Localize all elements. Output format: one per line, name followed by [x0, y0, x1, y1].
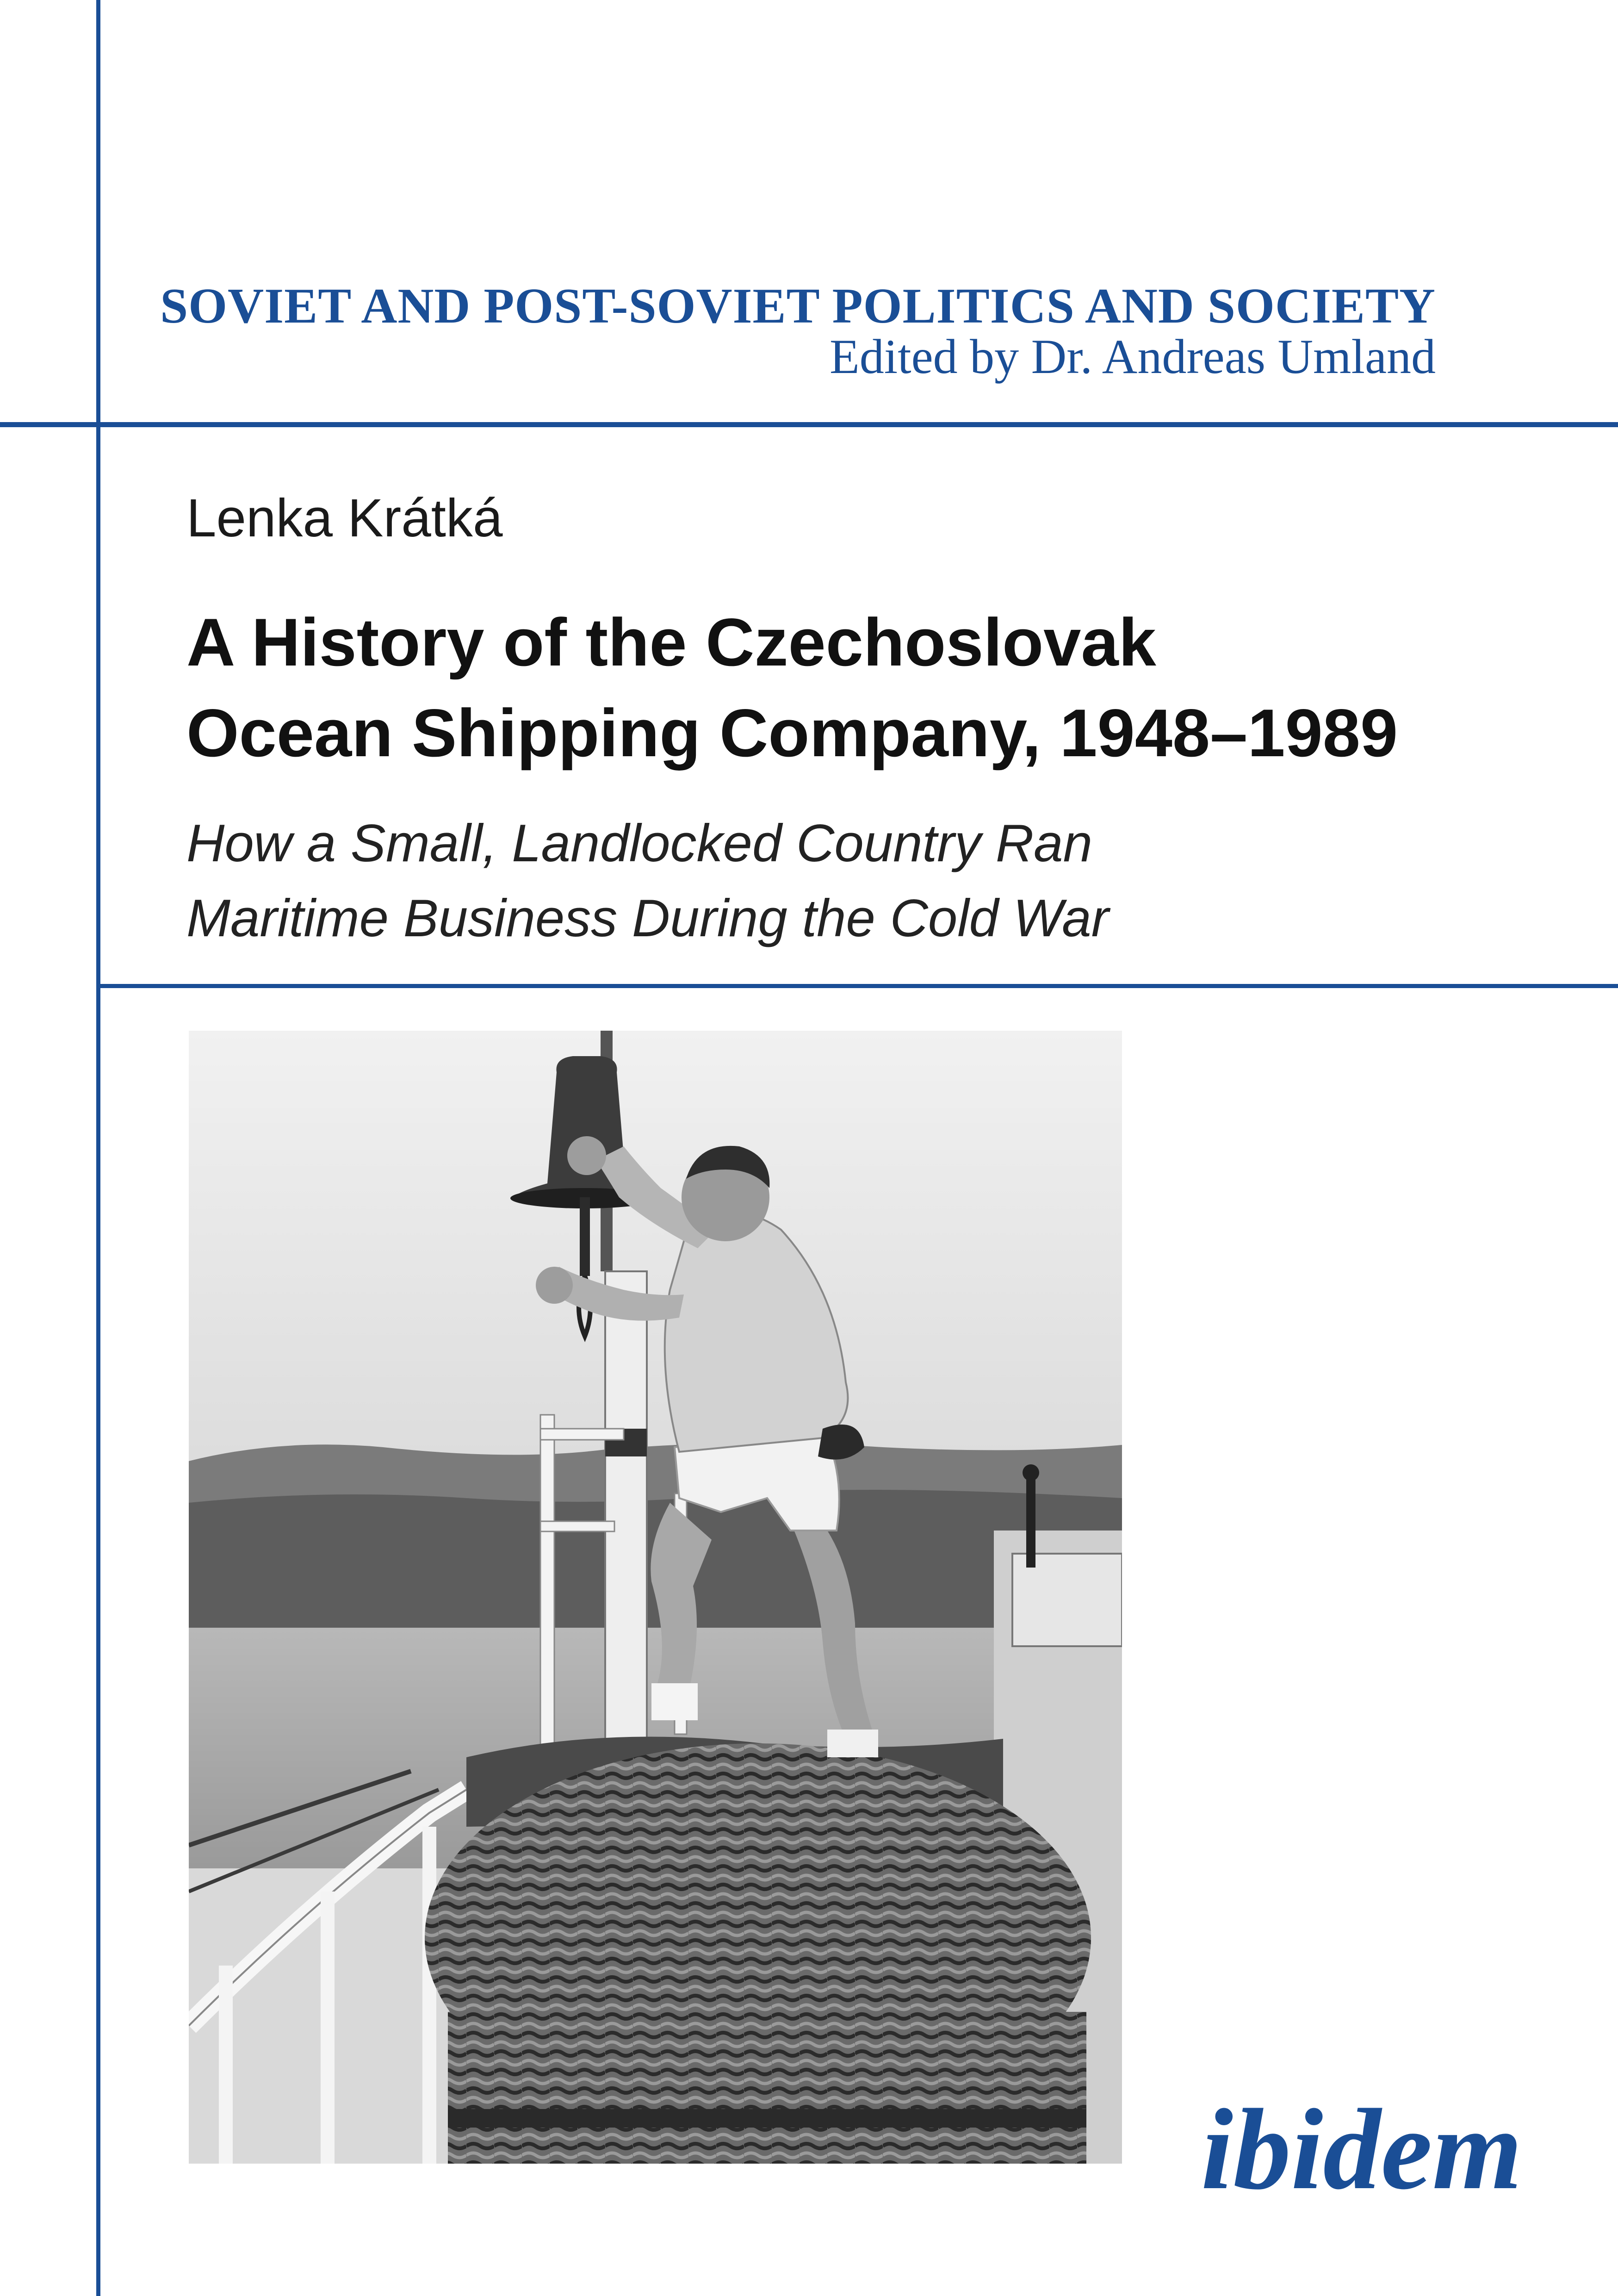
series-title: SOVIET AND POST-SOVIET POLITICS AND SOCIETY	[160, 279, 1436, 334]
cover-photo-illustration	[189, 1031, 1122, 2164]
book-title-line-1: A History of the Czechoslovak	[186, 604, 1156, 680]
author-name: Lenka Krátká	[186, 488, 503, 548]
top-horizontal-rule	[0, 422, 1618, 427]
book-subtitle-line-1: How a Small, Landlocked Country Ran	[186, 814, 1092, 873]
book-title	[186, 597, 1398, 778]
publisher-logo: ibidem	[1201, 2085, 1522, 2214]
book-subtitle-line-2: Maritime Business During the Cold War	[186, 889, 1109, 948]
middle-horizontal-rule	[96, 984, 1618, 988]
series-editor: Edited by Dr. Andreas Umland	[829, 330, 1436, 384]
cover-photo	[189, 1031, 1122, 2164]
book-subtitle	[186, 806, 1109, 956]
book-title-line-2: Ocean Shipping Company, 1948–1989	[186, 695, 1398, 771]
vertical-rule	[96, 0, 100, 2296]
